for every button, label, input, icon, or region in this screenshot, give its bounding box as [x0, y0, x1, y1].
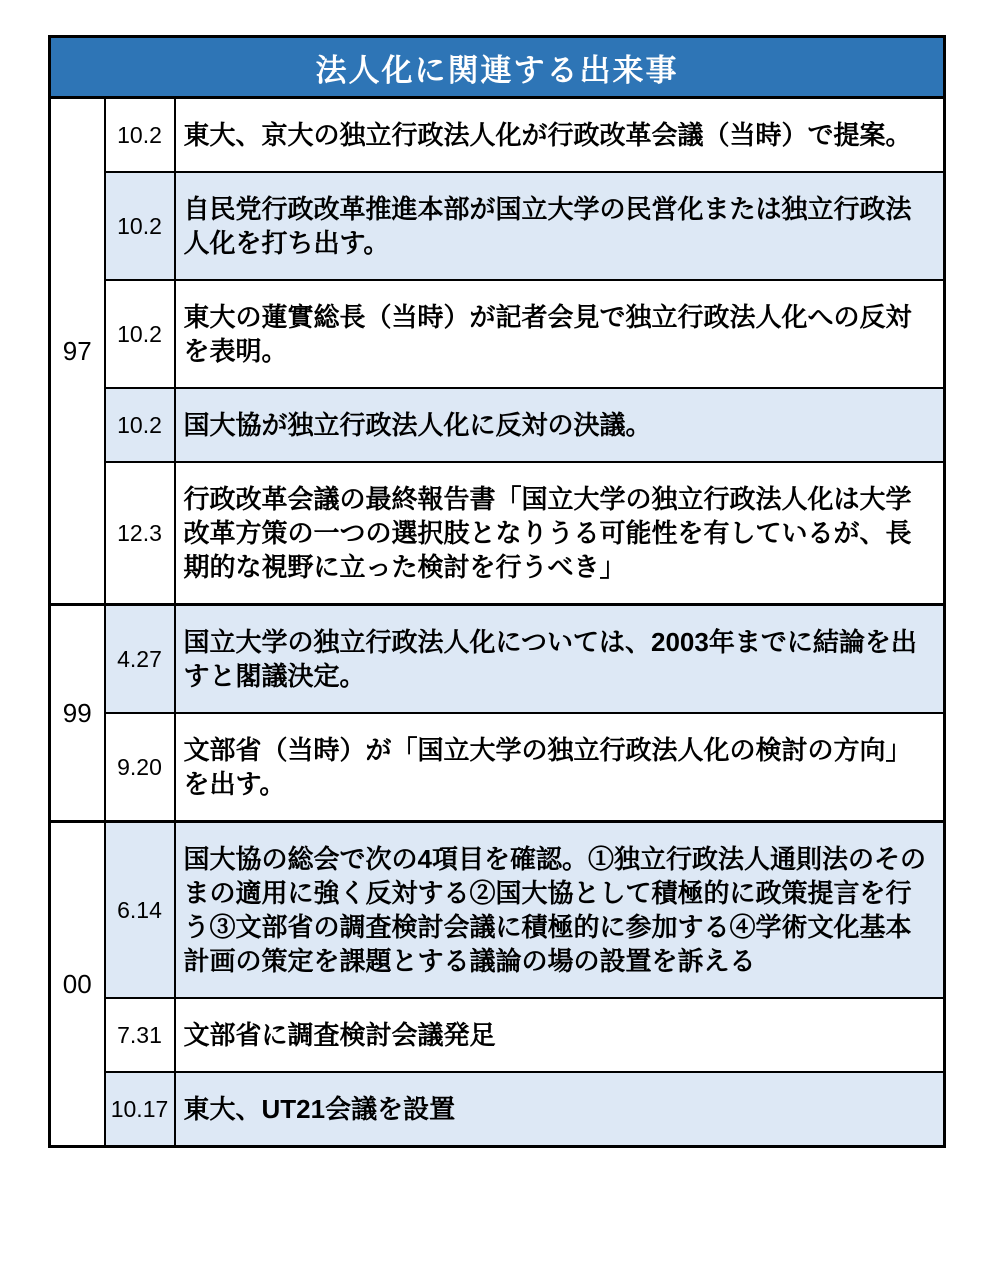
events-table [48, 35, 946, 1148]
table-row [50, 280, 945, 388]
event-text-cell: 東大、UT21会議を設置 [175, 1072, 945, 1147]
header-row [50, 37, 945, 98]
table-row [50, 388, 945, 462]
date-cell: 10.2 [105, 280, 175, 388]
year-cell: 99 [50, 605, 105, 822]
events-table-body [50, 98, 945, 1147]
date-cell: 10.2 [105, 98, 175, 173]
table-row [50, 713, 945, 822]
event-text-cell: 東大、京大の独立行政法人化が行政改革会議（当時）で提案。 [175, 98, 945, 173]
table-row [50, 172, 945, 280]
event-text-cell: 国大協が独立行政法人化に反対の決議。 [175, 388, 945, 462]
date-cell: 12.3 [105, 462, 175, 605]
date-cell: 6.14 [105, 822, 175, 999]
event-text-cell: 文部省に調査検討会議発足 [175, 998, 945, 1072]
page-title: 法人化に関連する出来事 [50, 37, 945, 98]
table-row [50, 462, 945, 605]
table-row [50, 98, 945, 173]
date-cell: 7.31 [105, 998, 175, 1072]
table-row [50, 998, 945, 1072]
table-row [50, 822, 945, 999]
date-cell: 10.2 [105, 172, 175, 280]
event-text-cell: 国大協の総会で次の4項目を確認。①独立行政法人通則法のそのまの適用に強く反対する②国大協として積極的に政策提言を行う③文部省の調査検討会議に積極的に参加する④学術文化基本計画の策定を課題とする議論の場の設置を訴える [175, 822, 945, 999]
table-row [50, 1072, 945, 1147]
event-text-cell: 国立大学の独立行政法人化については、2003年までに結論を出すと閣議決定。 [175, 605, 945, 714]
event-text-cell: 行政改革会議の最終報告書「国立大学の独立行政法人化は大学改革方策の一つの選択肢となりうる可能性を有しているが、長期的な視野に立った検討を行うべき」 [175, 462, 945, 605]
event-text-cell: 自民党行政改革推進本部が国立大学の民営化または独立行政法人化を打ち出す。 [175, 172, 945, 280]
date-cell: 4.27 [105, 605, 175, 714]
date-cell: 10.2 [105, 388, 175, 462]
date-cell: 9.20 [105, 713, 175, 822]
year-cell: 97 [50, 98, 105, 605]
year-cell: 00 [50, 822, 105, 1147]
date-cell: 10.17 [105, 1072, 175, 1147]
event-text-cell: 東大の蓮實総長（当時）が記者会見で独立行政法人化への反対を表明。 [175, 280, 945, 388]
event-text-cell: 文部省（当時）が「国立大学の独立行政法人化の検討の方向」を出す。 [175, 713, 945, 822]
table-row [50, 605, 945, 714]
